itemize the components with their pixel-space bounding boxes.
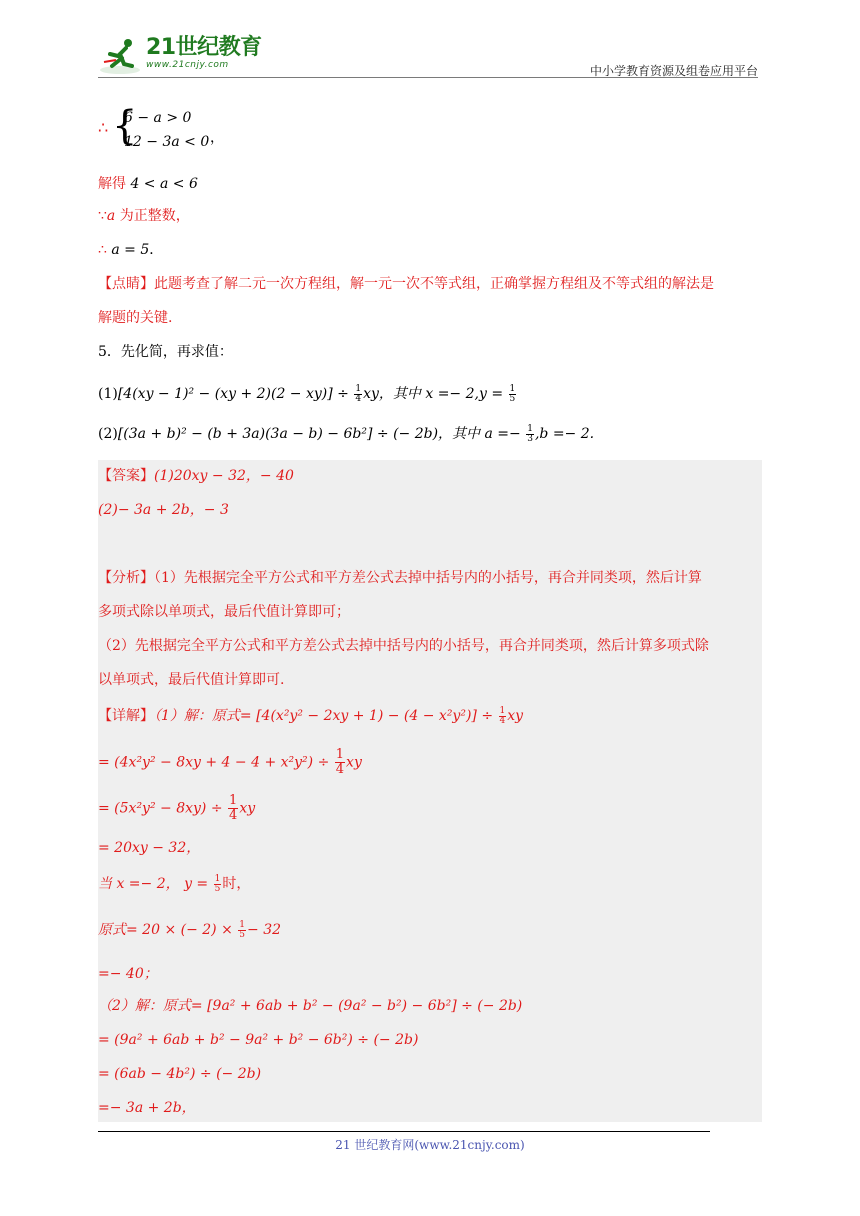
part-1-expression: [4(xy − 1)² − (xy + 2)(2 − xy)] ÷ [117, 386, 349, 402]
question-part-2 [98, 424, 594, 444]
fraction-one-fifth-3: $\frac{1}{5}$ [239, 919, 246, 940]
answer-line-1 [98, 466, 294, 486]
system-comma: ， [210, 130, 224, 146]
comment-tag: 【点睛】 [98, 276, 154, 292]
fraction-one-quarter-4: $\frac{1}{4}$ [229, 793, 238, 823]
part-2-expression: [(3a + b)² − (b + 3a)(3a − b) − 6b²] ÷ (− 2b)，其中 [117, 426, 481, 442]
detail-step-9: = (9a² + 6ab + b² − 9a² + b² − 6b²) ÷ (− 2b) [98, 1032, 419, 1048]
part-1-where: xy，其中 [363, 386, 421, 402]
detail-step-6: 原式= 20 × (− 2) × [98, 922, 233, 938]
inequality-2: 12 − 3a < 0 [124, 134, 210, 150]
analysis-line-4: 以单项式，最后代值计算即可. [98, 672, 285, 688]
detail-step-10: = (6ab − 4b²) ÷ (− 2b) [98, 1066, 262, 1082]
part-2-values-b: ,b =− 2. [534, 426, 595, 442]
part-2-values-a: a =− [484, 426, 521, 442]
answer-panel [98, 460, 762, 1122]
detail-step-4: = 20xy − 32， [98, 840, 201, 856]
analysis-line-2: 多项式除以单项式，最后代值计算即可； [98, 604, 350, 620]
site-name: 中小学教育资源及组卷应用平台 [589, 64, 758, 78]
analysis-line-1 [98, 568, 702, 588]
answer-2: (2)− 3a + 2b，− 3 [98, 502, 229, 518]
detail-line-6 [98, 920, 281, 940]
question-part-1 [98, 384, 517, 404]
fraction-one-quarter: $\frac{1}{4}$ [355, 383, 362, 404]
detail-line-1: 【详解】（1）解：原式= [4(x²y² − 2xy + 1) − (4 − x²y²)] ÷ $\frac{1}{4}$ xy [98, 705, 524, 726]
comment-line-1 [98, 274, 714, 294]
result-line [98, 240, 163, 260]
system-brace: { [112, 103, 138, 149]
detail-step-6-tail: − 32 [247, 922, 282, 938]
footer-link[interactable]: 21 世纪教育网(www.21cnjy.com) [335, 1138, 525, 1152]
logo-text: 21世纪教育 [146, 35, 262, 60]
detail-step-1: （1）解：原式= [4(x²y² − 2xy + 1) − (4 − x²y²)] ÷ [154, 708, 494, 724]
site-logo[interactable] [98, 36, 262, 76]
detail-step-5-when: 时， [222, 876, 251, 892]
fraction-one-fifth-2: $\frac{1}{5}$ [214, 873, 221, 894]
detail-step-3: = (5x²y² − 8xy) ÷ [98, 800, 223, 817]
analysis-tag: 【分析】 [98, 570, 154, 586]
detail-step-8: （2）解：原式= [9a² + 6ab + b² − (9a² − b²) − 6b²] ÷ (− 2b) [98, 998, 523, 1014]
fraction-one-quarter-2: $\frac{1}{4}$ [499, 705, 506, 726]
detail-step-7: =− 40； [98, 966, 158, 982]
solve-line [98, 174, 198, 194]
answer-1: (1)20xy − 32，− 40 [154, 468, 294, 484]
logo-url: www.21cnjy.com [146, 60, 229, 70]
therefore-symbol: ∴ [98, 118, 109, 137]
part-2-label: (2) [98, 426, 118, 442]
detail-tag: 【详解】 [98, 708, 154, 724]
analysis-line-3: （2）先根据完全平方公式和平方差公式去掉中括号内的小括号，再合并同类项，然后计算多项式除 [98, 638, 709, 654]
solve-range: 4 < a < 6 [130, 176, 198, 192]
inequality-1: 6 − a > 0 [124, 110, 192, 126]
fraction-one-fifth: $\frac{1}{5}$ [509, 383, 516, 404]
detail-line-2: = (4x²y² − 8xy + 4 − 4 + x²y²) ÷ $\frac{1}{4}$ xy [98, 747, 362, 777]
fraction-one-third: $\frac{1}{3}$ [527, 423, 533, 444]
page-header [98, 36, 758, 78]
runner-logo-icon [98, 36, 144, 76]
header-divider [98, 77, 758, 78]
detail-step-11: =− 3a + 2b， [98, 1100, 196, 1116]
positive-integer-text: 为正整数， [119, 208, 190, 224]
solve-label: 解得 [98, 176, 126, 192]
a-value: a = 5 [111, 242, 150, 258]
answer-tag: 【答案】 [98, 468, 154, 484]
because-line: ∵a 为正整数， [98, 208, 190, 224]
comment-text-1: 此题考查了解二元一次方程组，解一元一次不等式组，正确掌握方程组及不等式组的解法是 [154, 276, 714, 292]
footer-divider [98, 1131, 710, 1132]
fraction-one-quarter-3: $\frac{1}{4}$ [335, 747, 345, 777]
detail-step-2: = (4x²y² − 8xy + 4 − 4 + x²y²) ÷ [98, 754, 330, 771]
analysis-text-1: （1）先根据完全平方公式和平方差公式去掉中括号内的小括号，再合并同类项，然后计算 [154, 570, 702, 586]
result-dot: ． [149, 242, 164, 258]
detail-line-3: = (5x²y² − 8xy) ÷ $\frac{1}{4}$ xy [98, 793, 256, 823]
therefore-symbol-2: ∴ [98, 242, 107, 258]
comment-line-2: 解题的关键. [98, 310, 173, 326]
question-title: 5．先化简，再求值： [98, 344, 233, 360]
part-1-label: (1) [98, 386, 118, 402]
detail-step-5: 当 x =− 2， y = [98, 876, 209, 892]
part-1-values: x =− 2,y = [425, 386, 504, 402]
detail-line-5 [98, 874, 250, 894]
because-symbol: ∵ [98, 208, 107, 224]
